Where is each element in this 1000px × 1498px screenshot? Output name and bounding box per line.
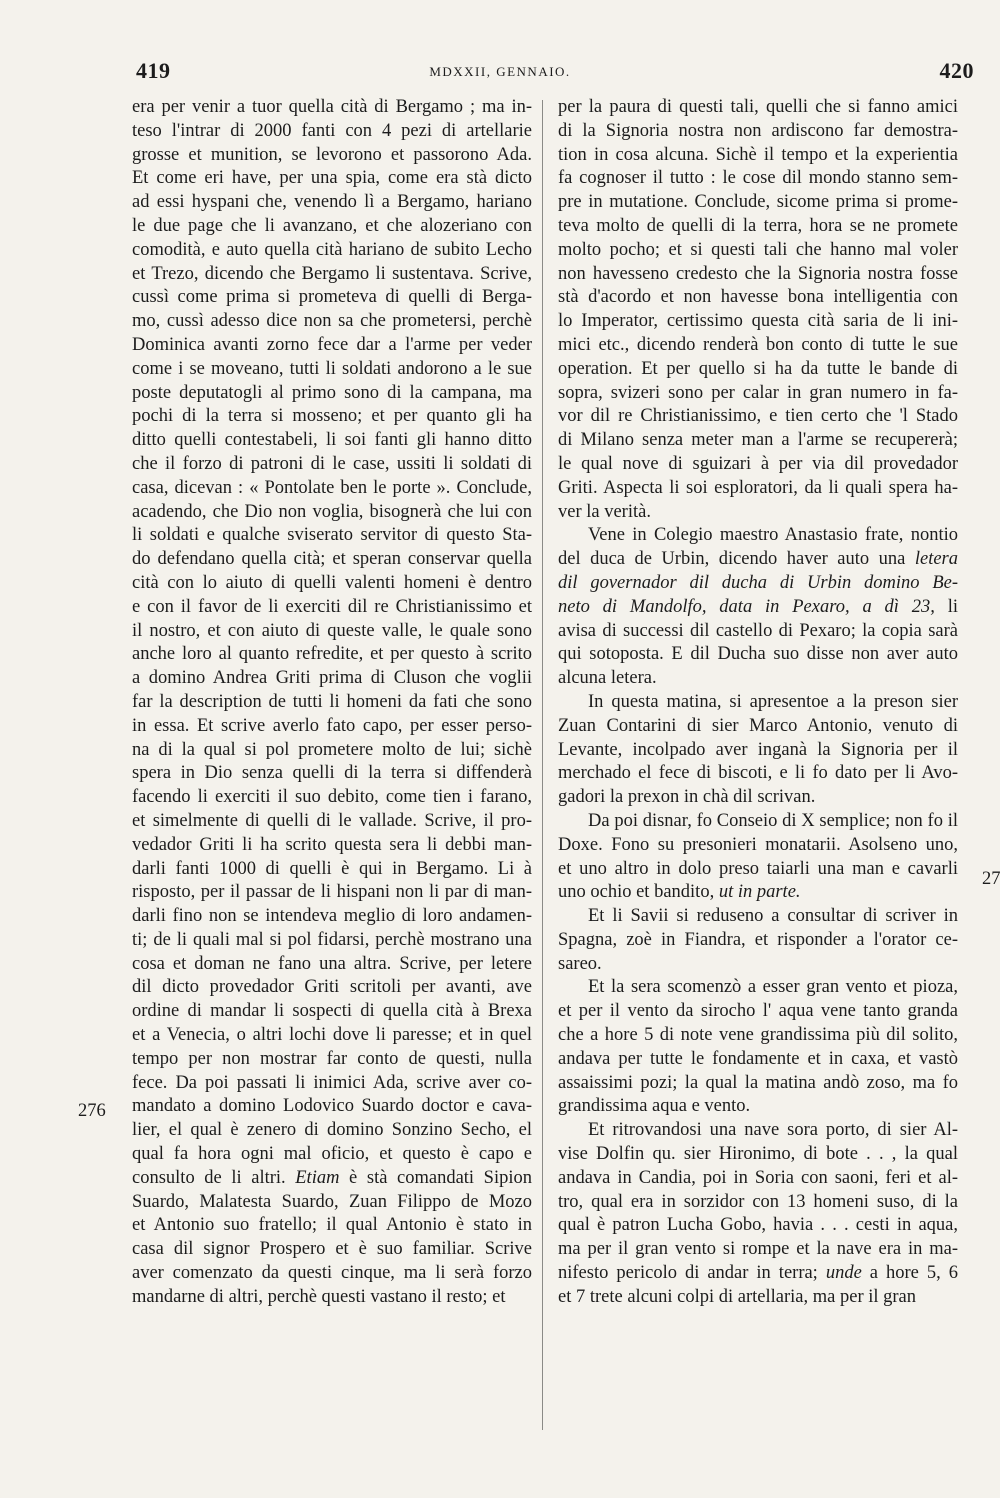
text-line: pochi di la terra si mosseno; et per quanto gli ha — [132, 406, 532, 427]
text-line: teso l'intrar di 2000 fanti con 4 pezi di artellarie — [132, 120, 532, 141]
text-line: Suardo, Malatesta Suardo, Zuan Filippo de Mozo — [132, 1191, 532, 1212]
text-line: ti; de li quali mal si pol fidarsi, perchè mostrano una — [132, 929, 532, 950]
text-line: Levante, incolpado aver inganà la Signoria per il — [558, 739, 958, 760]
text-line: dil dicto provedador Griti scritoli per avanti, ave — [132, 977, 532, 998]
text-line: et 7 trete alcuni colpi di artellaria, ma per il gran — [558, 1286, 917, 1307]
text-line: cosa et doman ne fano una altra. Scrive, per letere — [132, 953, 532, 974]
text-line: vise Dolfin qu. sier Hironimo, di bote . . , la qual — [558, 1144, 958, 1165]
text-line: a domino Andrea Griti prima di Cluson che voglii — [132, 668, 532, 689]
column-divider — [542, 100, 543, 1430]
text-line: et per il vento da sirocho l' aqua vene tanto granda — [558, 1001, 958, 1022]
text-line: ver la verità. — [558, 501, 651, 522]
text-line: et simelmente di quelli di le vallade. Scrive, il pro- — [132, 810, 532, 831]
text-line: andava in Candia, poi in Soria con saoni, feri et al- — [558, 1167, 958, 1188]
text-line: tempo per non mostrar far conto de questi, nulla — [132, 1048, 532, 1069]
text-line: risposto, per il passar de li hispani non li par di man- — [132, 882, 532, 903]
text-line: sopra, svizeri sono per calar in gran numero in fa- — [558, 382, 958, 403]
text-line: gadori la prexon in chà dil scrivan. — [558, 787, 816, 808]
text-line: et Antonio suo fratello; il qual Antonio è stato in — [132, 1215, 532, 1236]
text-line: pre in mutatione. Conclude, sicome prima si prome- — [558, 192, 958, 213]
text-line: ditto quelli contestabeli, li soi fanti gli hanno ditto — [132, 430, 532, 451]
text-line: cità con lo aiuto di quelli valenti homeni è dentro — [132, 572, 532, 593]
text-line: che a hore 5 di note vene grandissima più dil solito, — [558, 1025, 958, 1046]
text-line: e con il favor de li exerciti dil re Christianissimo et — [132, 596, 532, 617]
margin-number-right: 27 — [982, 869, 1000, 889]
text-line: mici etc., dicendo renderà bon conto di tutte le sue — [558, 334, 958, 355]
text-line: spera in Dio senza quelli di la terra si diffenderà — [132, 763, 532, 784]
text-line: operation. Et per quello si ha da tutte le bande di — [558, 358, 958, 379]
text-line: cussì come prima si prometeva di quelli di Berga- — [132, 287, 532, 308]
text-line: tion in cosa alcuna. Sichè il tempo et la experientia — [558, 144, 958, 165]
text-line: molto pocho; et si questi tali che hanno mal voler — [558, 239, 958, 260]
left-text-column — [132, 96, 532, 1310]
text-line: et Trezo, dicendo che Bergamo li sustentava. Scrive, — [132, 263, 532, 284]
text-line: Et ritrovandosi una nave sora porto, di sier Al- — [588, 1120, 958, 1141]
text-line: lier, el qual è zenero di domino Sonzino Secho, el — [132, 1120, 532, 1141]
text-line: Et come eri have, per una spia, come era stà dicto — [132, 168, 532, 189]
text-line: et a Venecia, o altri lochi dove li paresse; et in quel — [132, 1025, 532, 1046]
text-line: nifesto pericolo di andar in terra; unde a hore 5, 6 — [558, 1263, 958, 1284]
text-line: mandarne di altri, perchè questi vastano il resto; et — [132, 1286, 506, 1307]
text-line: le qual nove di sguizari à per via dil provedador — [558, 453, 958, 474]
text-line: ma per il gran vento si rompe et la nave era in ma- — [558, 1239, 958, 1260]
text-line: In questa matina, si apresentoe a la preson sier — [588, 691, 958, 712]
text-line: ad essi hyspani che, venendo lì a Bergamo, hariano — [132, 192, 532, 213]
text-line: come i se moveano, tutti li soldati andorono a le sue — [132, 358, 532, 379]
text-line: avisa di successi dil castello di Pexaro; la copia sarà — [558, 620, 958, 641]
text-line: Et la sera scomenzò a esser gran vento et pioza, — [588, 977, 958, 998]
text-line: far la description de tutti li homeni da fati che sono — [132, 691, 532, 712]
text-line: acadendo, che Dio non voglia, bisognerà che lui con — [132, 501, 532, 522]
text-line: non havesseno credesto che la Signoria nostra fosse — [558, 263, 958, 284]
text-line: le due page che li avanzano, et che alozeriano con — [132, 215, 532, 236]
text-line: vor dil re Christianissimo, e tien certo che 'l Stado — [558, 406, 958, 427]
text-line: del duca de Urbin, dicendo haver auto una letera — [558, 549, 958, 570]
text-line: in essa. Et scrive averlo fato capo, per esser perso- — [132, 715, 532, 736]
text-line: darli fino non se intendeva meglio di loro andamen- — [132, 906, 532, 927]
text-line: di la Signoria nostra non ardiscono far demostra- — [558, 120, 958, 141]
text-line: na di la qual si pol prometere molto de lui; sichè — [132, 739, 532, 760]
text-line: comodità, e auto quella cità hariano de subito Lecho — [132, 239, 532, 260]
page-number-right: 420 — [939, 58, 974, 83]
text-line: poste deputatogli al primo sono di la campana, ma — [132, 382, 532, 403]
text-line: aver comenzato da questi cinque, ma li serà forzo — [132, 1263, 532, 1284]
text-line: il nostro, et con aiuto di queste valle, le quale sono — [132, 620, 532, 641]
text-line: tro, qual era in sorzidor con 13 homeni suso, di la — [558, 1191, 958, 1212]
text-line: teva molto de quelli di la terra, hora se ne promete — [558, 215, 958, 236]
text-line: neto di Mandolfo, data in Pexaro, a dì 23, li — [558, 596, 959, 617]
text-line: sareo. — [558, 953, 602, 974]
text-line: anche loro al quanto refredite, et per questo à scrito — [132, 644, 532, 665]
text-line: Da poi disnar, fo Conseio di X semplice; non fo il — [588, 810, 958, 831]
text-line: stà d'acordo et non havesse bona intelligentia con — [558, 287, 958, 308]
text-line: casa dil signor Prospero et è suo familiar. Scrive — [132, 1239, 532, 1260]
running-head: MDXXII, GENNAIO. — [429, 64, 571, 79]
text-line: Dominica avanti zorno fece dar a l'arme per veder — [132, 334, 532, 355]
margin-number-left: 276 — [78, 1101, 106, 1121]
text-line: uno ochio et bandito, ut in parte. — [558, 882, 801, 903]
page-header — [0, 58, 1000, 90]
text-line: darli fanti 1000 di quelli è qui in Bergamo. Li à — [132, 858, 532, 879]
text-line: che il forzo di patroni di le case, ussiti li soldati di — [132, 453, 532, 474]
text-line: di Milano senza meter man a l'arme se recupererà; — [558, 430, 958, 451]
text-line: fa cognoser il tutto : le cose dil mondo stanno sem- — [558, 168, 958, 189]
text-line: Griti. Aspecta li soi esploratori, da li quali spera ha- — [558, 477, 958, 498]
text-line: casa, dicevan : « Pontolate ben le porte ». Conclude, — [132, 477, 532, 498]
text-line: grandissima aqua e vento. — [558, 1096, 751, 1117]
text-line: mo, cussì adesso dice non sa che prometersi, perchè — [132, 311, 532, 332]
text-line: fece. Da poi passati li inimici Ada, scrive aver co- — [132, 1072, 532, 1093]
text-line: per la paura di questi tali, quelli che si fanno amici — [558, 97, 958, 117]
text-line: do defendano quella cità; et speran conservar quella — [132, 549, 532, 570]
text-line: consulto de li altri. Etiam è stà comandati Sipion — [132, 1167, 532, 1188]
text-line: era per venir a tuor quella cità di Bergamo ; ma in- — [132, 97, 532, 117]
text-line: Et li Savii si reduseno a consultar di scriver in — [588, 906, 958, 927]
text-line: Doxe. Fono su presonieri monatarii. Asolseno uno, — [558, 834, 958, 855]
text-line: dil governador dil ducha di Urbin domino Be- — [558, 572, 958, 593]
text-line: grosse et munition, se levorono et passorono Ada. — [132, 144, 532, 165]
text-line: merchado el fece di biscoti, e li fo dato per li Avo- — [558, 763, 958, 784]
text-line: Vene in Colegio maestro Anastasio frate, nontio — [588, 525, 958, 546]
text-line: mandato a domino Lodovico Suardo doctor e cava- — [132, 1096, 532, 1117]
text-line: lo Imperator, certissimo questa cità saria de li ini- — [558, 311, 958, 332]
right-text-column — [558, 96, 958, 1310]
page-number-left: 419 — [136, 58, 171, 83]
text-line: assaissimi pozi; la qual la matina andò zoso, ma fo — [558, 1072, 958, 1093]
text-line: facendo li exerciti il suo debito, come tien i farano, — [132, 787, 532, 808]
text-line: Zuan Contarini di sier Marco Antonio, venuto di — [558, 715, 958, 736]
text-line: et uno altro in dolo preso taiarli una man e cavarli — [558, 858, 958, 879]
text-line: andava per tutte le fondamente et in caxa, et vastò — [558, 1048, 958, 1069]
text-line: qui sotoposta. E dil Ducha suo disse non aver auto — [558, 644, 958, 665]
text-line: vedador Griti li ha scrito questa sera li debbi man- — [132, 834, 532, 855]
text-line: li soldati e qualche sviserato servitor di questo Sta- — [132, 525, 532, 546]
text-line: qual è patron Lucha Gobo, havia . . . cesti in aqua, — [558, 1215, 958, 1236]
text-line: Spagna, zoè in Fiandra, et risponder a l'orator ce- — [558, 929, 958, 950]
text-line: qual fa hora ogni mal oficio, et questo è capo e — [132, 1144, 532, 1165]
text-line: ordine di mandar li sospecti di quella cità à Brexa — [132, 1001, 532, 1022]
text-line: alcuna letera. — [558, 668, 657, 689]
